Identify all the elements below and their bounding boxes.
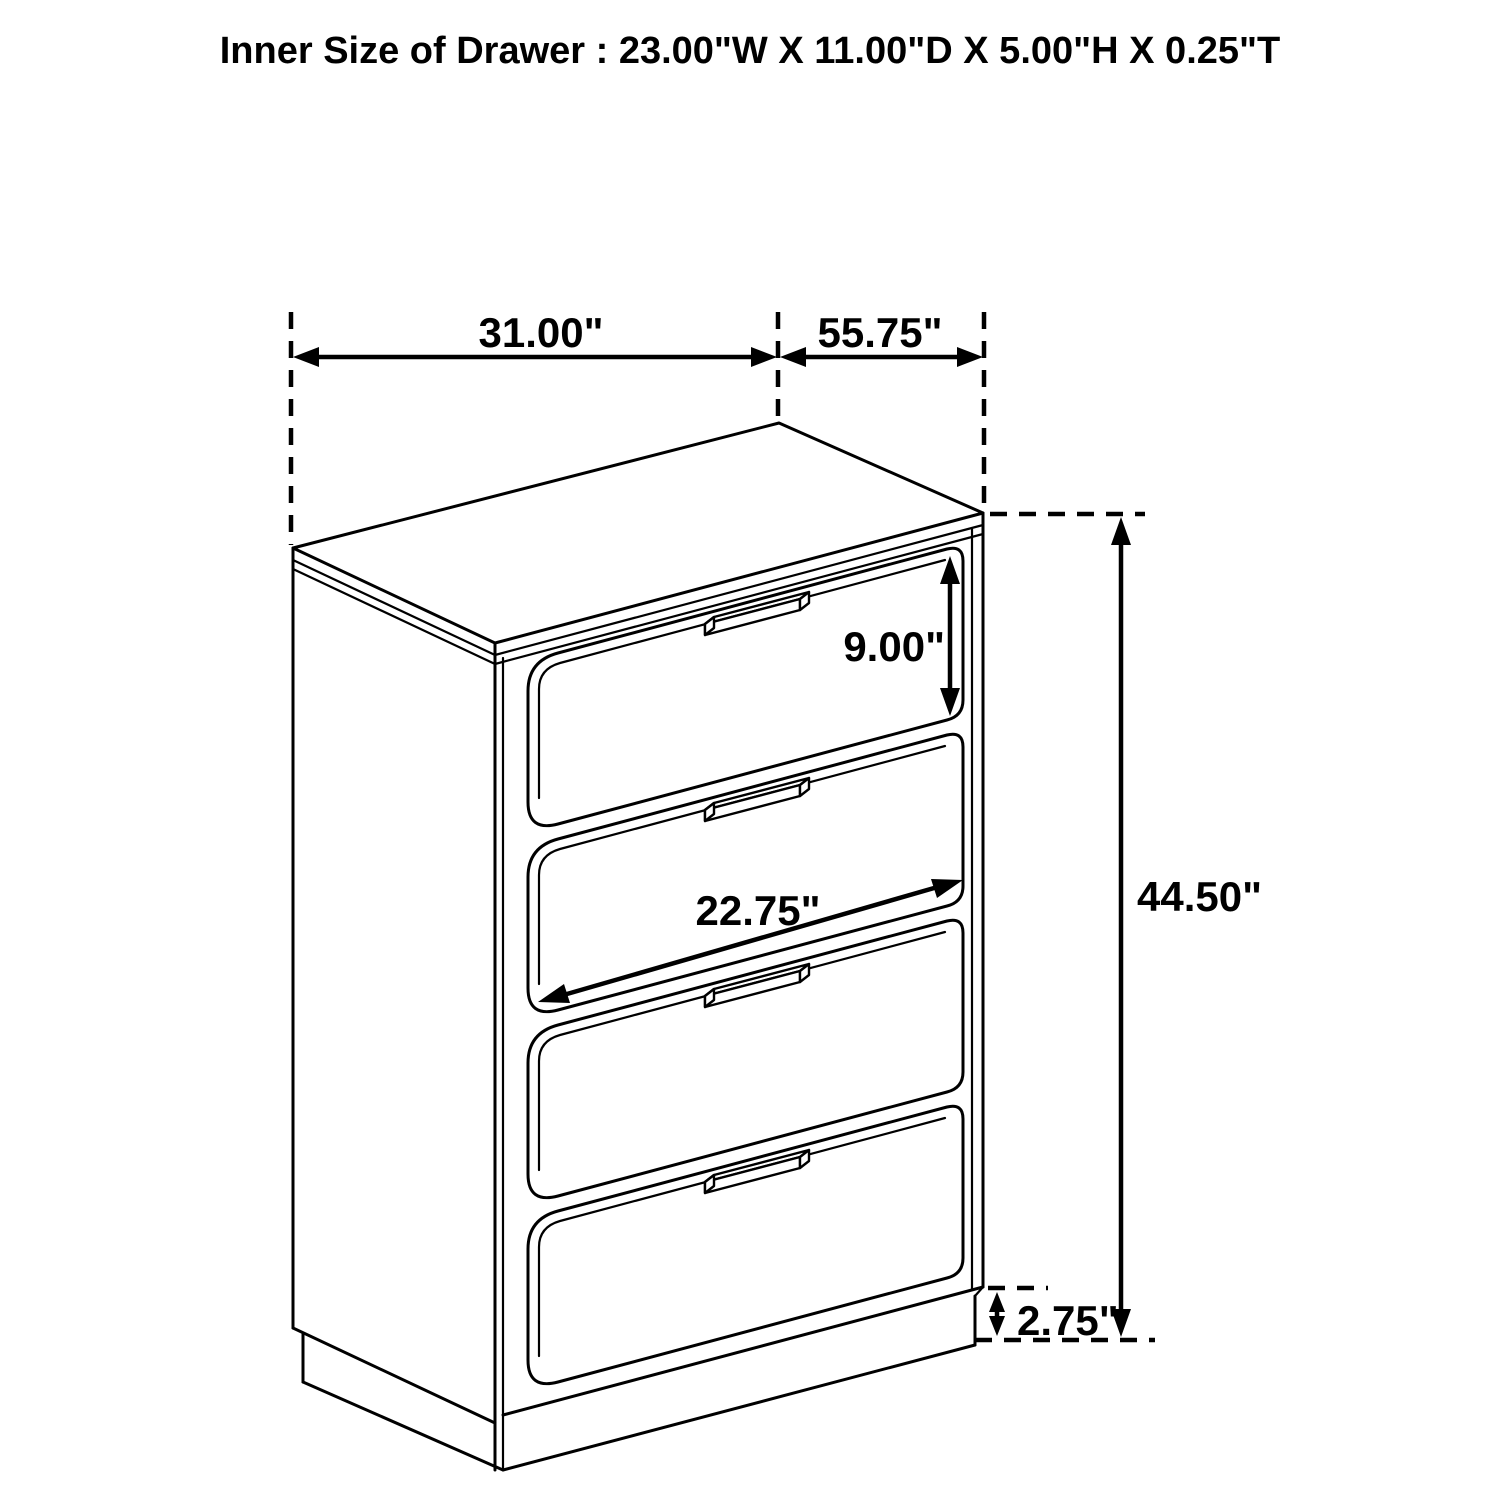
drawer-3-front <box>528 920 963 1197</box>
drawer-1-front <box>528 548 963 825</box>
arrowhead-up <box>1111 517 1131 545</box>
chest-drawing <box>293 423 983 1470</box>
drawer-4-thickness-edge <box>539 1118 945 1356</box>
arrowhead-right <box>751 347 777 367</box>
dim-top-depth-label: 55.75" <box>817 309 943 356</box>
arrowhead-left <box>293 347 319 367</box>
arrowhead-lower-left <box>538 984 570 1003</box>
dim-overall-height <box>1111 517 1262 1337</box>
dim-base-height-label: 2.75" <box>1017 1297 1119 1344</box>
dim-drawer-height <box>843 556 960 716</box>
dim-overall-height-label: 44.50" <box>1137 873 1263 920</box>
carcass-bottom-front-edge <box>503 1287 983 1415</box>
drawer-3 <box>528 920 963 1197</box>
arrowhead-down <box>940 688 960 716</box>
dim-base-height <box>989 1292 1119 1344</box>
dim-drawer-height-label: 9.00" <box>843 623 945 670</box>
page-title: Inner Size of Drawer : 23.00"W X 11.00"D X 5.00"H X 0.25"T <box>219 30 1281 72</box>
side-panel-bottom-edge <box>293 1328 495 1423</box>
drawer-2 <box>528 734 963 1011</box>
arrowhead-upper-right <box>931 879 963 898</box>
arrowhead-up <box>989 1292 1005 1312</box>
dim-top-width-label: 31.00" <box>478 309 604 356</box>
drawer-1 <box>528 548 963 825</box>
dim-top-width <box>293 309 777 367</box>
drawer-4-front <box>528 1106 963 1383</box>
arrowhead-down <box>989 1316 1005 1336</box>
dim-top-depth <box>780 309 983 367</box>
plinth-bottom-left-edge <box>303 1382 503 1470</box>
plinth-bottom-front-edge <box>503 1345 975 1470</box>
dim-drawer-width-label: 22.75" <box>695 887 821 934</box>
chest-top-face <box>293 423 983 643</box>
drawer-4 <box>528 1106 963 1383</box>
arrowhead-left <box>780 347 806 367</box>
arrowhead-right <box>957 347 983 367</box>
drawer-2-front <box>528 734 963 1011</box>
